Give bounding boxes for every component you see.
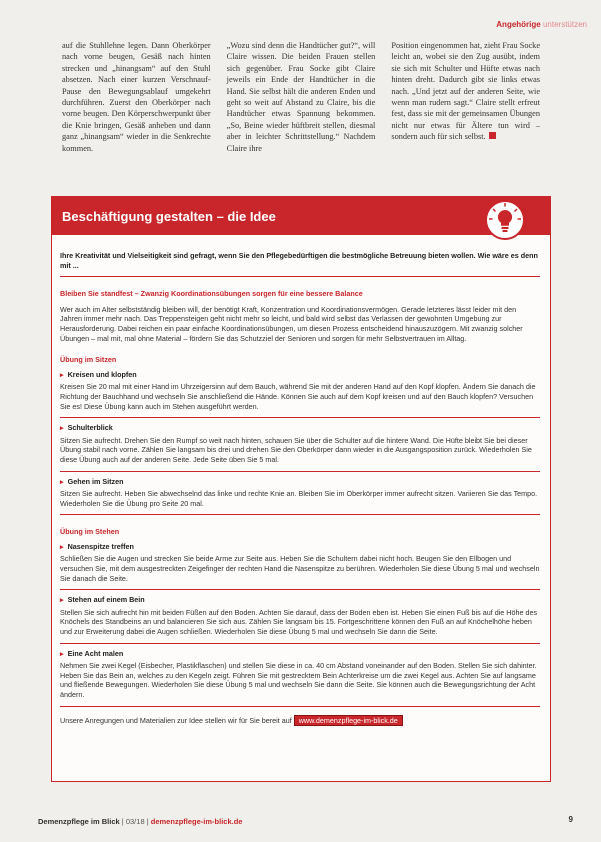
article-column-2 <box>227 40 376 165</box>
section-tag-primary: Angehörige <box>496 20 541 29</box>
article-text-2: „Wozu sind denn die Handtücher gut?“, will Claire wissen. Die beiden Frauen stellen sich gegenüber. Frau Socke gibt Claire jeweils ein Ende der Handtücher in die Hand. Sie selbst hält die anderen Enden und geht so weit auf Abstand zu Claire, bis die Handtücher etwas Spannung bekommen. „So, Beine wieder hüftbreit stellen, diesmal aber in leichter Schrittstellung.“ Nachdem Claire ihre <box>226 41 376 153</box>
idea-box-content <box>60 251 540 732</box>
exercise-text: Schließen Sie die Augen und strecken Sie beide Arme zur Seite aus. Heben Sie die Schultern dabei nicht hoch. Beugen Sie den Ellbogen und versuchen Sie, mit dem ausgestreckten Zeigefinger der rechten Hand die Nasenspitze zu berühren. Wiederholen Sie diese Übung 5 mal und wechseln Sie danach die Seite. <box>60 554 540 583</box>
exercise-title: ▸ Eine Acht malen <box>60 649 540 659</box>
article-column-1 <box>62 40 211 165</box>
footer-issue: 03/18 <box>125 817 145 826</box>
section-tag-secondary: unterstützen <box>542 20 587 29</box>
divider <box>60 514 540 515</box>
idea-footer-link[interactable]: www.demenzpflege-im-blick.de <box>294 715 403 727</box>
divider <box>60 589 540 590</box>
page-footer: Demenzpflege im Blick | 03/18 | demenzpflege-im-blick.de <box>38 817 243 826</box>
exercise-text: Stellen Sie sich aufrecht hin mit beiden Füßen auf den Boden. Achten Sie darauf, dass der Boden eben ist. Heben Sie einen Fuß bis auf die Höhe des Knöchels des Standbeins an und balancieren Sie sich aus. Zählen Sie langsam bis 15. Fortgeschrittene können den Fuß an auf Knöchelhöhe heben und zur Erweiterung dabei die Augen schließen. Wiederholen Sie diese Übung 5 mal und wechseln Sie dann die Seite. <box>60 607 538 637</box>
exercise-title: ▸ Schulterblick <box>60 423 540 433</box>
idea-lead: Wer auch im Alter selbstständig bleiben will, der benötigt Kraft, Konzentration und Koordinationsvermögen. Gerade letzteres lässt leider mit den Jahren immer mehr nach. Das Treppensteigen geht nicht mehr so leicht, und bald wird selbst das Verlassen der gewohnten Umgebung zur Herausforderung. Dabei reichen ein paar einfache Koordinationsübungen, um diesen Prozess entscheidend hinauszuzögern. Mit zwanzig solcher Übungen – mal mit, mal ohne Material – fördern Sie das Schutzziel der Senioren und sorgen für mehr Selbstvertrauen im Alltag. <box>60 304 523 343</box>
divider <box>60 276 540 277</box>
article-columns <box>62 40 540 165</box>
article-column-3 <box>391 40 540 165</box>
exercise-text: Nehmen Sie zwei Kegel (Eisbecher, Plastikflaschen) und stellen Sie diese in ca. 40 cm Abstand voneinander auf den Boden. Stellen Sie sich dahinter. Heben Sie das Bein an, welches zu den Kegeln zeigt. Führen Sie mit gestrecktem Bein Achterkreise um die zwei Kegel aus. Achten Sie auf langsame und fließende Bewegungen. Wiederholen Sie diese Übung 5 mal und wechseln Sie dann die Seite. Sie können auch die Bewegungsrichtung der Acht ändern. <box>60 661 537 699</box>
divider <box>60 471 540 472</box>
exercise-text: Sitzen Sie aufrecht. Drehen Sie den Rumpf so weit nach hinten, schauen Sie über die Schulter auf die hintere Wand. Die Hüfte bleibt Sie bei dieser Übung stabil nach vorne. Zählen Sie langsam bis drei und drehen Sie den Oberkörper dann wieder in die Ausgangsposition zurück. Wiederholen Sie diese Übung auch auf der anderen Seite. Jede Seite üben Sie 5 mal. <box>60 435 532 464</box>
exercise-text: Kreisen Sie 20 mal mit einer Hand im Uhrzeigersinn auf dem Bauch, während Sie mit der anderen Hand auf den Kopf klopfen. Ändern Sie danach die Richtung der Bauchhand und wechseln Sie anschließend die Hände. Können Sie auch auf dem Kopf kreisen und auf den Bauch klopfen? Versuchen Sie es! Diese Übung kann auch im Stehen ausgeführt werden. <box>60 382 536 411</box>
group-heading-standing: Übung im Stehen <box>60 527 120 537</box>
idea-box-header <box>52 197 550 235</box>
article-end-mark <box>489 132 496 139</box>
page-number: 9 <box>568 815 573 824</box>
idea-box <box>51 196 551 782</box>
article-text-1: auf die Stuhllehne legen. Dann Oberkörper nach vorne beugen, Gesäß nach hinten strecken und „hinangsam“ auf den Stuhl absetzen. Nach einer kurzen Verschnauf-Pause den Bewegungsablauf umgekehrt durchführen. Zuerst den Oberkörper nach vorne beugen. Den Körperschwerpunkt über die Knie bringen, Gesäß anheben und dann ganz „hinangsam“ wieder in die Senkrechte kommen. <box>62 41 211 153</box>
article-text-3: Position eingenommen hat, zieht Frau Socke leicht an, wobei sie den Zug ausübt, indem sie sich mit Schulter und Hüfte etwas nach hinten dreht. Dadurch gibt sie links etwas nach. „Und jetzt auf der anderen Seite, wie wenn man rudern sagt.“ Claire stellt erfreut fest, dass sie mit der gemeinsamen Übungen nicht nur etwas für Ältere tun wird – sondern auch für sich selbst. <box>391 41 540 142</box>
idea-footer-text: Unsere Anregungen und Materialien zur Idee stellen wir für Sie bereit auf <box>60 715 292 725</box>
divider <box>60 417 540 418</box>
idea-footer <box>60 715 540 727</box>
footer-brand: Demenzpflege im Blick <box>38 817 120 826</box>
exercise-title: ▸ Nasenspitze treffen <box>60 542 540 552</box>
idea-box-title: Beschäftigung gestalten – die Idee <box>62 209 276 224</box>
footer-url: demenzpflege-im-blick.de <box>150 817 243 826</box>
group-heading-sitting: Übung im Sitzen <box>60 355 117 365</box>
exercise-text: Sitzen Sie aufrecht. Heben Sie abwechselnd das linke und rechte Knie an. Bleiben Sie im Oberkörper immer aufrecht sitzen. Variieren Sie das Tempo. Wiederholen Sie die Übung pro Seite 20 mal. <box>60 489 538 508</box>
exercise-title: ▸ Kreisen und klopfen <box>60 370 540 380</box>
divider <box>60 643 540 644</box>
exercise-title: ▸ Gehen im Sitzen <box>60 477 540 487</box>
exercise-title: ▸ Stehen auf einem Bein <box>60 595 540 605</box>
divider <box>60 706 540 707</box>
idea-intro: Ihre Kreativität und Vielseitigkeit sind gefragt, wenn Sie den Pflegebedürftigen die bestmögliche Betreuung bieten wollen. Wie wäre es denn mit ... <box>60 251 538 270</box>
lightbulb-icon <box>483 198 527 242</box>
section-tag <box>496 20 587 29</box>
idea-heading: Bleiben Sie standfest – Zwanzig Koordinationsübungen sorgen für eine bessere Balance <box>60 289 363 299</box>
